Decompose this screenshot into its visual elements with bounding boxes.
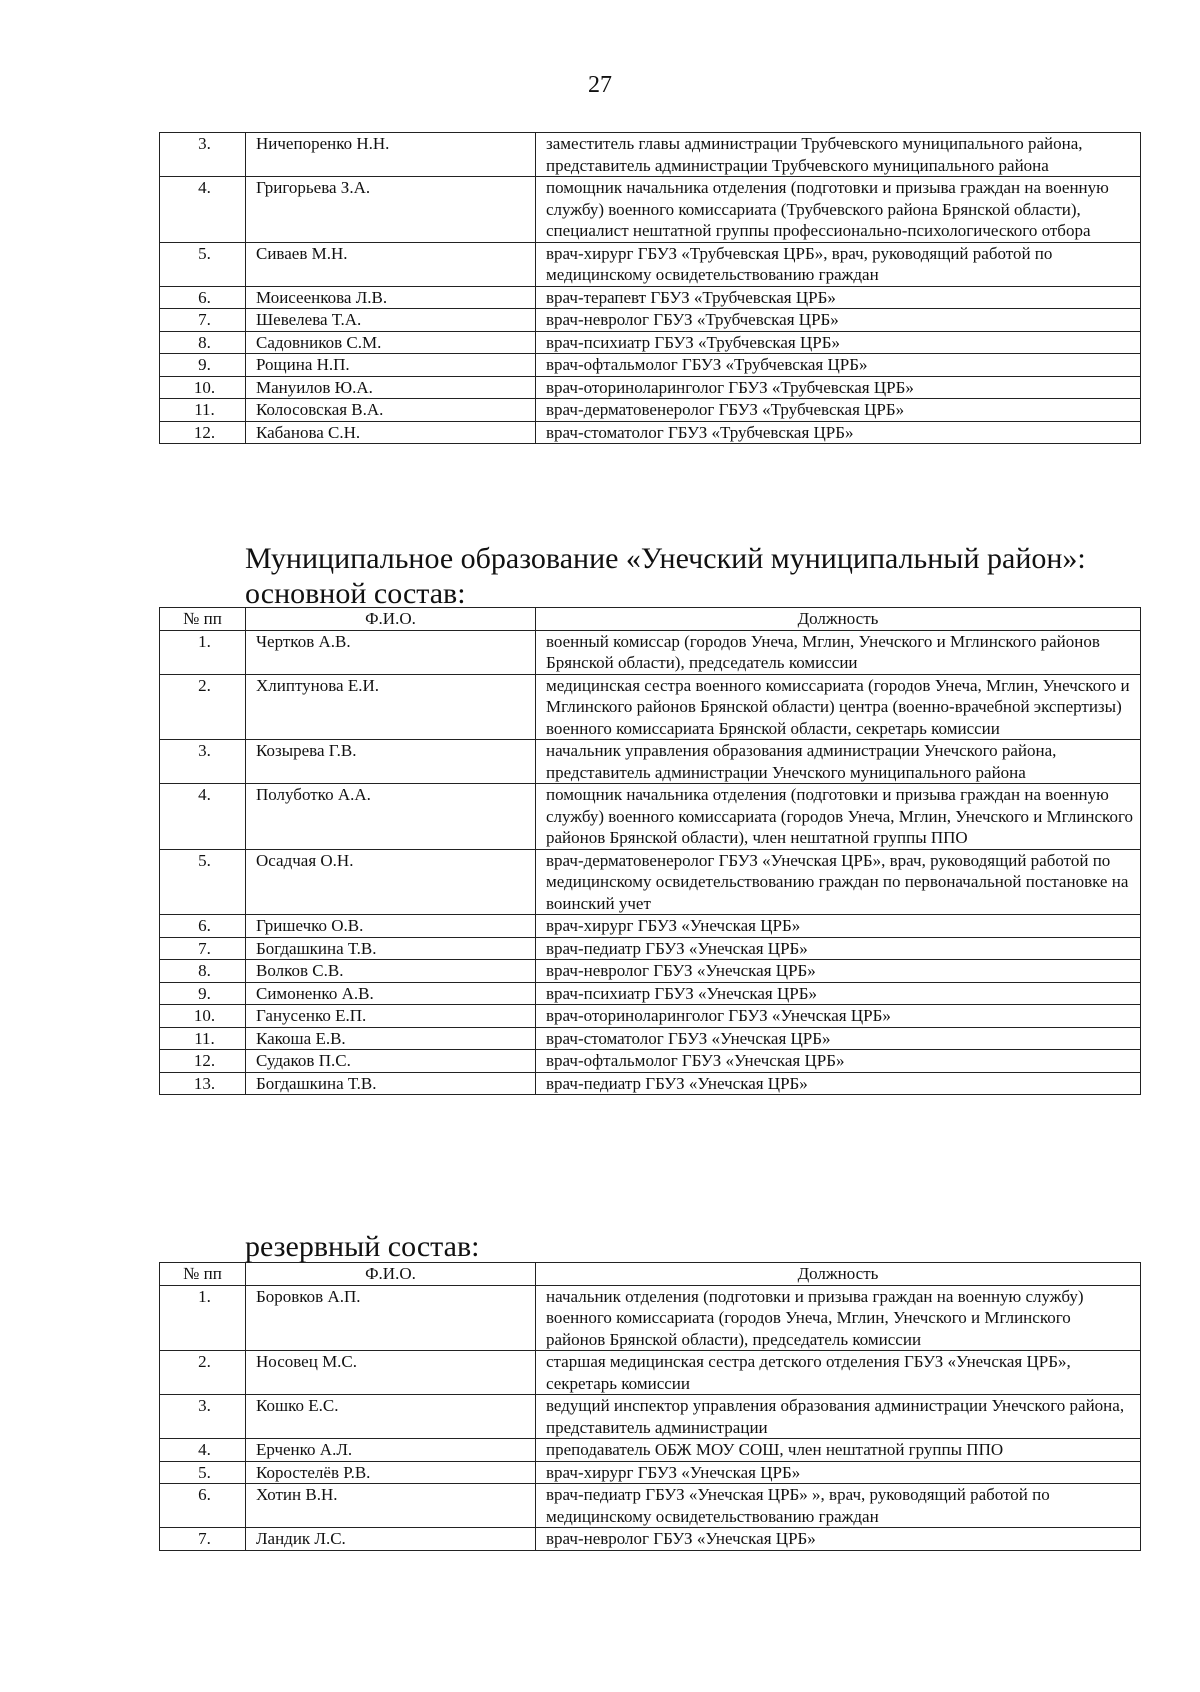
table-row <box>160 1484 1141 1528</box>
member-position: врач-педиатр ГБУЗ «Унечская ЦРБ» », врач, руководящий работой по медицинскому освидетельствованию граждан <box>536 1484 1141 1528</box>
table-row <box>160 309 1141 332</box>
member-name: Полуботко А.А. <box>246 784 536 850</box>
table-row <box>160 399 1141 422</box>
member-position: врач-хирург ГБУЗ «Унечская ЦРБ» <box>536 1461 1141 1484</box>
member-name: Сиваев М.Н. <box>246 242 536 286</box>
row-number: 2. <box>160 1351 246 1395</box>
row-number: 4. <box>160 177 246 243</box>
table-row <box>160 849 1141 915</box>
member-position: начальник управления образования администрации Унечского района, представитель администрации Унечского муниципального района <box>536 740 1141 784</box>
header-name: Ф.И.О. <box>246 608 536 631</box>
member-position: врач-психиатр ГБУЗ «Трубчевская ЦРБ» <box>536 331 1141 354</box>
table-header-row <box>160 608 1141 631</box>
member-position: военный комиссар (городов Унеча, Мглин, Унечского и Мглинского районов Брянской области), председатель комиссии <box>536 630 1141 674</box>
member-position: врач-невролог ГБУЗ «Унечская ЦРБ» <box>536 960 1141 983</box>
header-name: Ф.И.О. <box>246 1263 536 1286</box>
member-name: Коростелёв Р.В. <box>246 1461 536 1484</box>
member-name: Судаков П.С. <box>246 1050 536 1073</box>
member-position: врач-офтальмолог ГБУЗ «Унечская ЦРБ» <box>536 1050 1141 1073</box>
row-number: 3. <box>160 740 246 784</box>
unecha-reserve-table <box>159 1262 1141 1551</box>
member-position: врач-стоматолог ГБУЗ «Унечская ЦРБ» <box>536 1027 1141 1050</box>
row-number: 5. <box>160 1461 246 1484</box>
member-name: Богдашкина Т.В. <box>246 1072 536 1095</box>
member-position: врач-оториноларинголог ГБУЗ «Трубчевская ЦРБ» <box>536 376 1141 399</box>
member-name: Моисеенкова Л.В. <box>246 286 536 309</box>
member-name: Боровков А.П. <box>246 1285 536 1351</box>
table-row <box>160 1395 1141 1439</box>
member-name: Козырева Г.В. <box>246 740 536 784</box>
unecha-title: Муниципальное образование «Унечский муниципальный район»: <box>245 542 1086 575</box>
table-row <box>160 1027 1141 1050</box>
row-number: 2. <box>160 674 246 740</box>
header-num: № пп <box>160 1263 246 1286</box>
member-position: старшая медицинская сестра детского отделения ГБУЗ «Унечская ЦРБ», секретарь комиссии <box>536 1351 1141 1395</box>
member-position: начальник отделения (подготовки и призыва граждан на военную службу) военного комиссариата (городов Унеча, Мглин, Унечского и Мглинского районов Брянской области), председатель комиссии <box>536 1285 1141 1351</box>
member-position: врач-дерматовенеролог ГБУЗ «Унечская ЦРБ», врач, руководящий работой по медицинскому освидетельствованию граждан по первоначальной постановке на воинский учет <box>536 849 1141 915</box>
page-number: 27 <box>588 72 612 98</box>
table-header-row <box>160 1263 1141 1286</box>
row-number: 9. <box>160 354 246 377</box>
row-number: 10. <box>160 1005 246 1028</box>
main-composition-subtitle: основной состав: <box>245 577 466 610</box>
row-number: 10. <box>160 376 246 399</box>
row-number: 7. <box>160 937 246 960</box>
table-row <box>160 674 1141 740</box>
member-position: преподаватель ОБЖ МОУ СОШ, член нештатной группы ППО <box>536 1439 1141 1462</box>
table-row <box>160 133 1141 177</box>
member-position: заместитель главы администрации Трубчевского муниципального района, представитель администрации Трубчевского муниципального района <box>536 133 1141 177</box>
member-position: врач-офтальмолог ГБУЗ «Трубчевская ЦРБ» <box>536 354 1141 377</box>
row-number: 8. <box>160 331 246 354</box>
member-name: Волков С.В. <box>246 960 536 983</box>
table-row <box>160 1050 1141 1073</box>
member-position: врач-терапевт ГБУЗ «Трубчевская ЦРБ» <box>536 286 1141 309</box>
row-number: 1. <box>160 1285 246 1351</box>
member-name: Григорьева З.А. <box>246 177 536 243</box>
row-number: 12. <box>160 1050 246 1073</box>
member-position: врач-хирург ГБУЗ «Унечская ЦРБ» <box>536 915 1141 938</box>
member-name: Ганусенко Е.П. <box>246 1005 536 1028</box>
table-row <box>160 784 1141 850</box>
member-name: Симоненко А.В. <box>246 982 536 1005</box>
member-position: помощник начальника отделения (подготовки и призыва граждан на военную службу) военного комиссариата (Трубчевского района Брянской области), специалист нештатной группы профессионально-психологического отбора <box>536 177 1141 243</box>
member-name: Чертков А.В. <box>246 630 536 674</box>
member-name: Мануилов Ю.А. <box>246 376 536 399</box>
table-row <box>160 1351 1141 1395</box>
member-name: Шевелева Т.А. <box>246 309 536 332</box>
member-name: Ландик Л.С. <box>246 1528 536 1551</box>
table-row <box>160 1461 1141 1484</box>
trubchevsk-continued-table <box>159 132 1141 444</box>
table-row <box>160 376 1141 399</box>
row-number: 13. <box>160 1072 246 1095</box>
row-number: 9. <box>160 982 246 1005</box>
row-number: 3. <box>160 133 246 177</box>
member-name: Хлиптунова Е.И. <box>246 674 536 740</box>
row-number: 1. <box>160 630 246 674</box>
row-number: 5. <box>160 242 246 286</box>
member-name: Садовников С.М. <box>246 331 536 354</box>
table-row <box>160 1072 1141 1095</box>
row-number: 11. <box>160 399 246 422</box>
member-position: ведущий инспектор управления образования администрации Унечского района, представитель администрации <box>536 1395 1141 1439</box>
table-row <box>160 331 1141 354</box>
table-row <box>160 982 1141 1005</box>
row-number: 6. <box>160 1484 246 1528</box>
unecha-section-heading <box>245 541 1086 611</box>
member-name: Хотин В.Н. <box>246 1484 536 1528</box>
table-row <box>160 177 1141 243</box>
member-name: Ерченко А.Л. <box>246 1439 536 1462</box>
member-name: Носовец М.С. <box>246 1351 536 1395</box>
member-position: врач-дерматовенеролог ГБУЗ «Трубчевская ЦРБ» <box>536 399 1141 422</box>
member-position: врач-невролог ГБУЗ «Трубчевская ЦРБ» <box>536 309 1141 332</box>
member-position: помощник начальника отделения (подготовки и призыва граждан на военную службу) военного комиссариата (городов Унеча, Мглин, Унечского и Мглинского районов Брянской области), член нештатной группы ППО <box>536 784 1141 850</box>
member-name: Осадчая О.Н. <box>246 849 536 915</box>
table-row <box>160 960 1141 983</box>
member-position: врач-психиатр ГБУЗ «Унечская ЦРБ» <box>536 982 1141 1005</box>
row-number: 6. <box>160 915 246 938</box>
member-name: Какоша Е.В. <box>246 1027 536 1050</box>
member-position: врач-хирург ГБУЗ «Трубчевская ЦРБ», врач, руководящий работой по медицинскому освидетельствованию граждан <box>536 242 1141 286</box>
member-name: Гришечко О.В. <box>246 915 536 938</box>
header-position: Должность <box>536 1263 1141 1286</box>
member-position: врач-стоматолог ГБУЗ «Трубчевская ЦРБ» <box>536 421 1141 444</box>
member-position: врач-педиатр ГБУЗ «Унечская ЦРБ» <box>536 1072 1141 1095</box>
unecha-main-table <box>159 607 1141 1095</box>
table-row <box>160 1528 1141 1551</box>
row-number: 8. <box>160 960 246 983</box>
reserve-composition-heading: резервный состав: <box>245 1230 480 1263</box>
member-name: Ничепоренко Н.Н. <box>246 133 536 177</box>
header-position: Должность <box>536 608 1141 631</box>
member-name: Рощина Н.П. <box>246 354 536 377</box>
table-row <box>160 1285 1141 1351</box>
member-position: врач-невролог ГБУЗ «Унечская ЦРБ» <box>536 1528 1141 1551</box>
table-row <box>160 937 1141 960</box>
table-row <box>160 740 1141 784</box>
table-row <box>160 286 1141 309</box>
table-row <box>160 1439 1141 1462</box>
table-row <box>160 1005 1141 1028</box>
row-number: 6. <box>160 286 246 309</box>
row-number: 7. <box>160 309 246 332</box>
member-position: медицинская сестра военного комиссариата (городов Унеча, Мглин, Унечского и Мглинского районов Брянской области) центра (военно-врачебной экспертизы) военного комиссариата Брянской области, секретарь комиссии <box>536 674 1141 740</box>
member-name: Колосовская В.А. <box>246 399 536 422</box>
row-number: 3. <box>160 1395 246 1439</box>
row-number: 5. <box>160 849 246 915</box>
member-name: Богдашкина Т.В. <box>246 937 536 960</box>
row-number: 12. <box>160 421 246 444</box>
member-name: Кабанова С.Н. <box>246 421 536 444</box>
row-number: 11. <box>160 1027 246 1050</box>
row-number: 4. <box>160 1439 246 1462</box>
member-position: врач-педиатр ГБУЗ «Унечская ЦРБ» <box>536 937 1141 960</box>
table-row <box>160 915 1141 938</box>
table-row <box>160 354 1141 377</box>
member-name: Кошко Е.С. <box>246 1395 536 1439</box>
header-num: № пп <box>160 608 246 631</box>
row-number: 4. <box>160 784 246 850</box>
member-position: врач-оториноларинголог ГБУЗ «Унечская ЦРБ» <box>536 1005 1141 1028</box>
table-row <box>160 421 1141 444</box>
table-row <box>160 242 1141 286</box>
row-number: 7. <box>160 1528 246 1551</box>
table-row <box>160 630 1141 674</box>
